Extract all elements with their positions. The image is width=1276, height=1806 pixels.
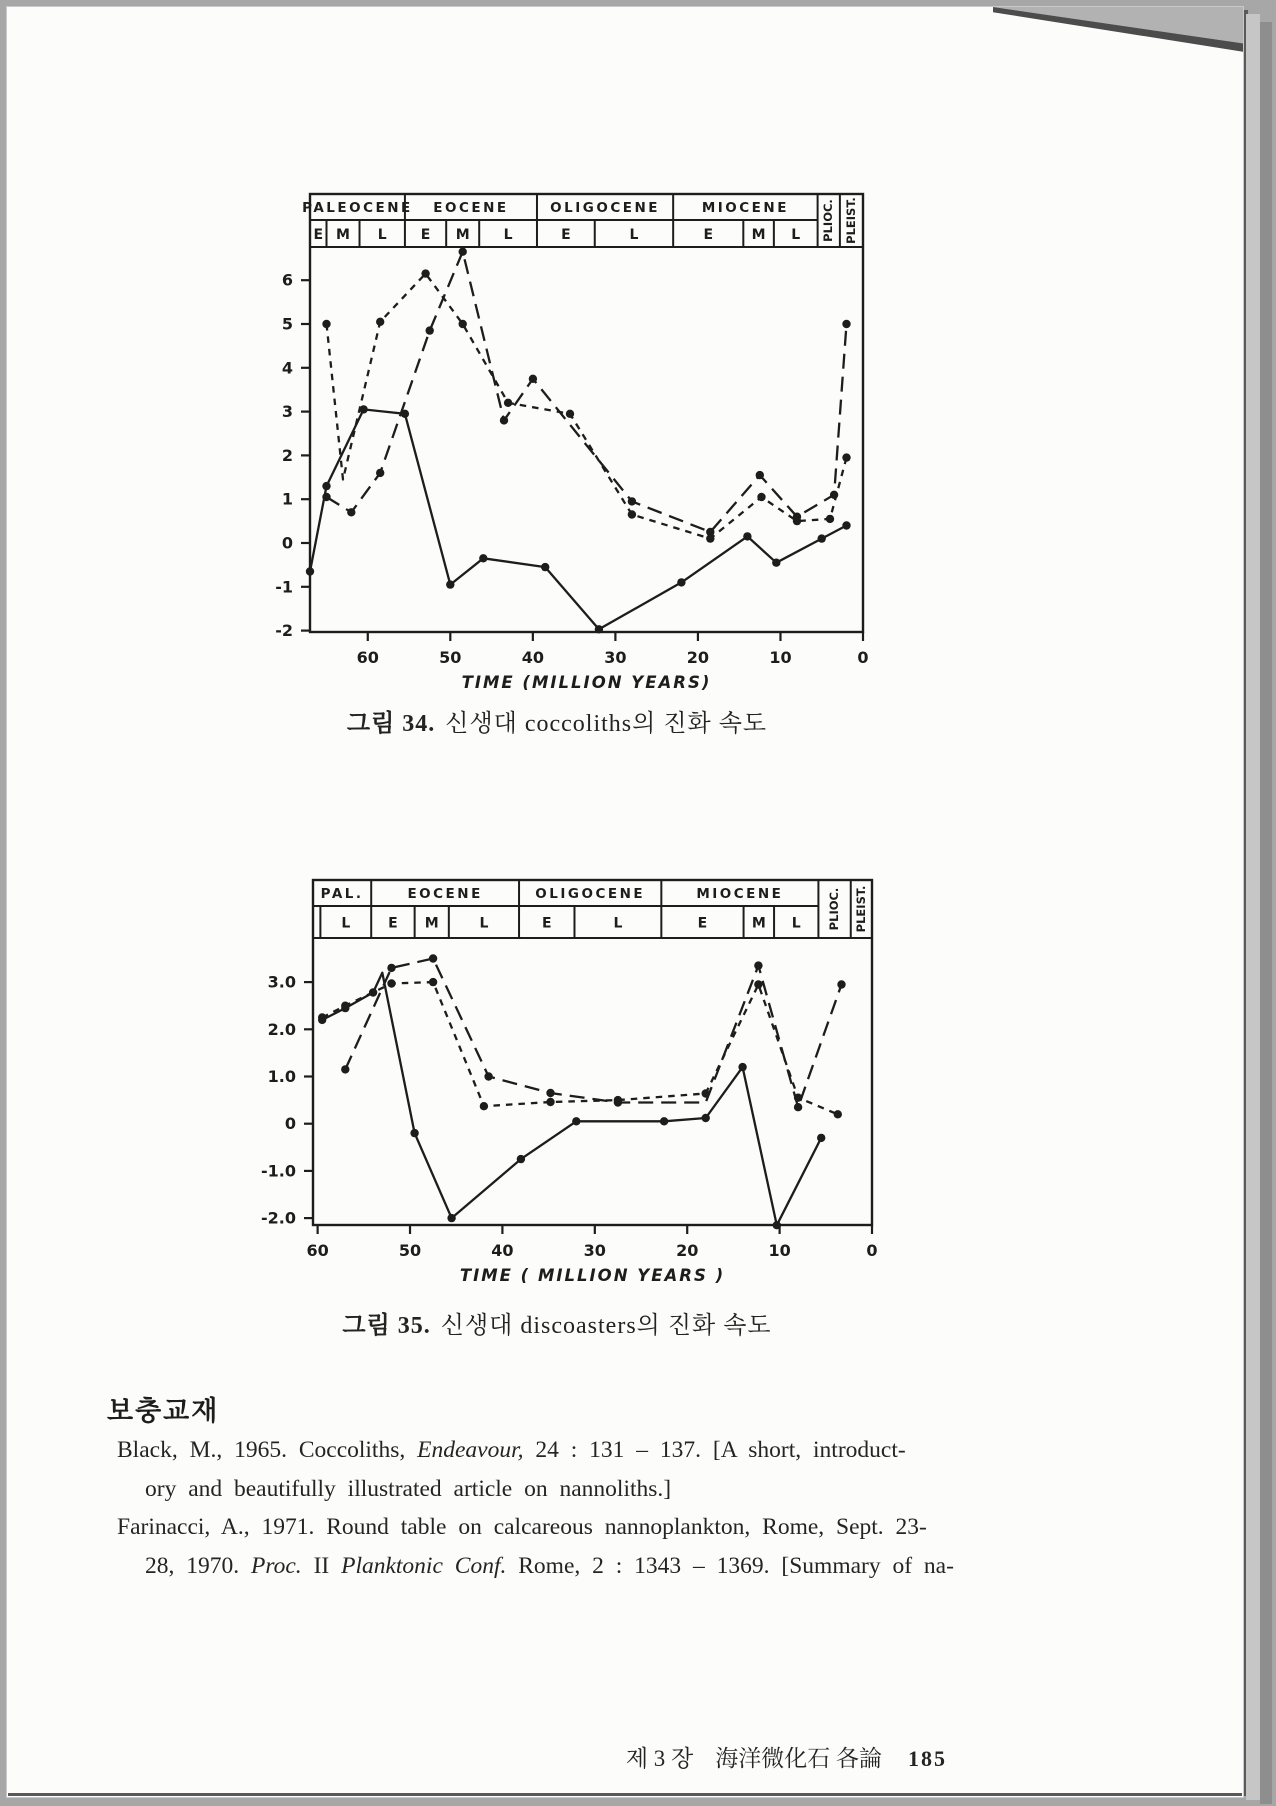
x-tick-label: 40: [491, 1241, 514, 1260]
epoch-sub-label: M: [424, 915, 439, 932]
page-stack-edge-light: [1246, 14, 1260, 1800]
figure-35-caption: [157, 1305, 957, 1340]
epoch-sub-label: L: [479, 915, 489, 932]
x-tick-label: 0: [857, 648, 869, 667]
epoch-label: PAL.: [320, 886, 364, 902]
y-tick-label: 0: [281, 533, 293, 553]
y-tick-label: 2.0: [267, 1019, 296, 1039]
epoch-label: OLIGOCENE: [535, 886, 646, 902]
x-tick-label: 60: [306, 1241, 329, 1260]
plot-frame: [313, 880, 872, 1225]
y-tick-label: -2: [275, 621, 293, 641]
epoch-sub-label: E: [420, 227, 431, 243]
epoch-label-vertical: PLIOC.: [821, 199, 836, 242]
reference-text-segment: Farinacci, A., 1971. Round table on calcareous nannoplankton, Rome, Sept. 23-: [117, 1514, 927, 1540]
epoch-sub-label: M: [751, 915, 766, 932]
x-tick-label: 60: [356, 648, 379, 667]
figure-35-caption-text: 신생대 discoasters의 진화 속도: [440, 1313, 772, 1339]
short-dash-series: [322, 269, 850, 542]
y-tick-label: 0: [284, 1114, 296, 1134]
x-tick-label: 50: [398, 1241, 422, 1260]
reference-list: [117, 1431, 1207, 1585]
reference-line: [117, 1431, 1207, 1470]
y-tick-label: -2.0: [261, 1208, 296, 1228]
epoch-sub-label: E: [703, 227, 714, 243]
epoch-label-vertical: PLEIST.: [843, 197, 858, 244]
reference-italic-segment: Planktonic Conf.: [341, 1552, 507, 1579]
reference-italic-segment: Proc.: [251, 1552, 302, 1579]
y-tick-label: 6: [281, 270, 293, 290]
coccoliths-chart-svg: [242, 187, 912, 702]
x-tick-label: 10: [769, 648, 792, 667]
page-stack-edge-dark: [1260, 22, 1272, 1804]
epoch-sub-label: L: [613, 915, 623, 932]
epoch-label: MIOCENE: [696, 886, 784, 902]
epoch-sub-label: L: [791, 227, 801, 243]
reference-text-segment: 24 : 131 – 137. [A short, introduct-: [523, 1437, 906, 1463]
figure-35-number: 그림 35.: [342, 1313, 431, 1339]
reference-text-segment: ory and beautifully illustrated article on nannoliths.]: [145, 1475, 672, 1502]
reference-text-segment: II: [301, 1552, 342, 1579]
page-number: 185: [908, 1746, 947, 1771]
chapter-label: 제 3 장: [625, 1746, 694, 1771]
epoch-sub-label: M: [751, 227, 766, 243]
epoch-sub-label: M: [455, 227, 470, 243]
epoch-sub-label: E: [313, 227, 324, 243]
figure-34-caption-text: 신생대 coccoliths의 진화 속도: [445, 711, 768, 737]
chapter-title: 海洋微化石 各論: [715, 1746, 882, 1771]
x-tick-label: 30: [604, 648, 627, 667]
y-tick-label: -1: [275, 577, 293, 597]
epoch-sub-label: E: [541, 915, 552, 932]
long-dash-series: [322, 248, 850, 537]
x-tick-label: 10: [768, 1241, 791, 1260]
y-tick-label: 2: [281, 445, 293, 465]
epoch-sub-label: E: [388, 915, 398, 932]
y-tick-label: 1: [281, 489, 293, 509]
y-tick-label: -1.0: [261, 1161, 296, 1181]
x-tick-label: 50: [439, 648, 462, 667]
epoch-label: EOCENE: [407, 886, 483, 902]
epoch-label-vertical: PLIOC.: [827, 887, 842, 931]
epoch-sub-label: L: [629, 227, 639, 243]
epoch-sub-label: L: [503, 227, 513, 243]
epoch-sub-label: M: [336, 227, 350, 243]
epoch-label: OLIGOCENE: [550, 200, 660, 216]
x-axis: [357, 632, 869, 692]
x-tick-label: 20: [676, 1241, 699, 1260]
reference-text-segment: 28, 1970.: [145, 1552, 251, 1579]
book-page: [6, 6, 1244, 1798]
coccoliths-evolution-chart: [242, 187, 912, 707]
x-tick-label: 20: [686, 648, 710, 667]
solid-series: [306, 405, 851, 633]
reference-text-segment: Rome, 2 : 1343 – 1369. [Summary of na-: [506, 1552, 954, 1579]
supplement-heading: 보충교재: [107, 1396, 220, 1427]
long-dash-series: [341, 954, 846, 1111]
y-tick-label: 5: [281, 314, 293, 334]
epoch-sub-label: E: [561, 227, 571, 243]
y-tick-label: 1.0: [267, 1067, 296, 1086]
x-tick-label: 0: [866, 1241, 878, 1260]
page-corner-shadow: [993, 7, 1243, 59]
epoch-label: PALEOCENE: [302, 200, 413, 216]
page-footer: [407, 1740, 947, 1773]
figure-34-caption: [157, 703, 957, 738]
page-bottom-edge: [8, 1793, 1242, 1796]
y-axis: [275, 271, 310, 640]
y-axis: [261, 973, 313, 1228]
reference-text-segment: Black, M., 1965. Coccoliths,: [117, 1437, 418, 1463]
epoch-sub-label: E: [697, 915, 708, 932]
discoasters-chart-svg: [237, 865, 927, 1297]
figure-34-number: 그림 34.: [346, 711, 436, 737]
epoch-sub-label: L: [791, 915, 801, 932]
reference-line: [117, 1508, 1207, 1547]
epoch-label: MIOCENE: [701, 200, 789, 216]
epoch-label: EOCENE: [433, 200, 509, 216]
x-axis-title: TIME ( MILLION YEARS ): [459, 1266, 726, 1285]
reference-line: [117, 1547, 1207, 1586]
y-tick-label: 4: [281, 358, 293, 378]
y-tick-label: 3.0: [267, 972, 296, 992]
y-tick-label: 3: [281, 402, 293, 422]
x-tick-label: 40: [521, 648, 544, 667]
x-axis-title: TIME (MILLION YEARS): [461, 673, 712, 692]
x-tick-label: 30: [583, 1241, 606, 1260]
reference-line: [117, 1470, 1207, 1509]
discoasters-evolution-chart: [237, 865, 927, 1302]
x-axis: [306, 1225, 877, 1285]
epoch-label-vertical: PLEIST.: [853, 885, 868, 933]
reference-italic-segment: Endeavour,: [417, 1437, 524, 1463]
epoch-sub-label: L: [377, 227, 387, 243]
epoch-sub-label: L: [341, 915, 351, 932]
